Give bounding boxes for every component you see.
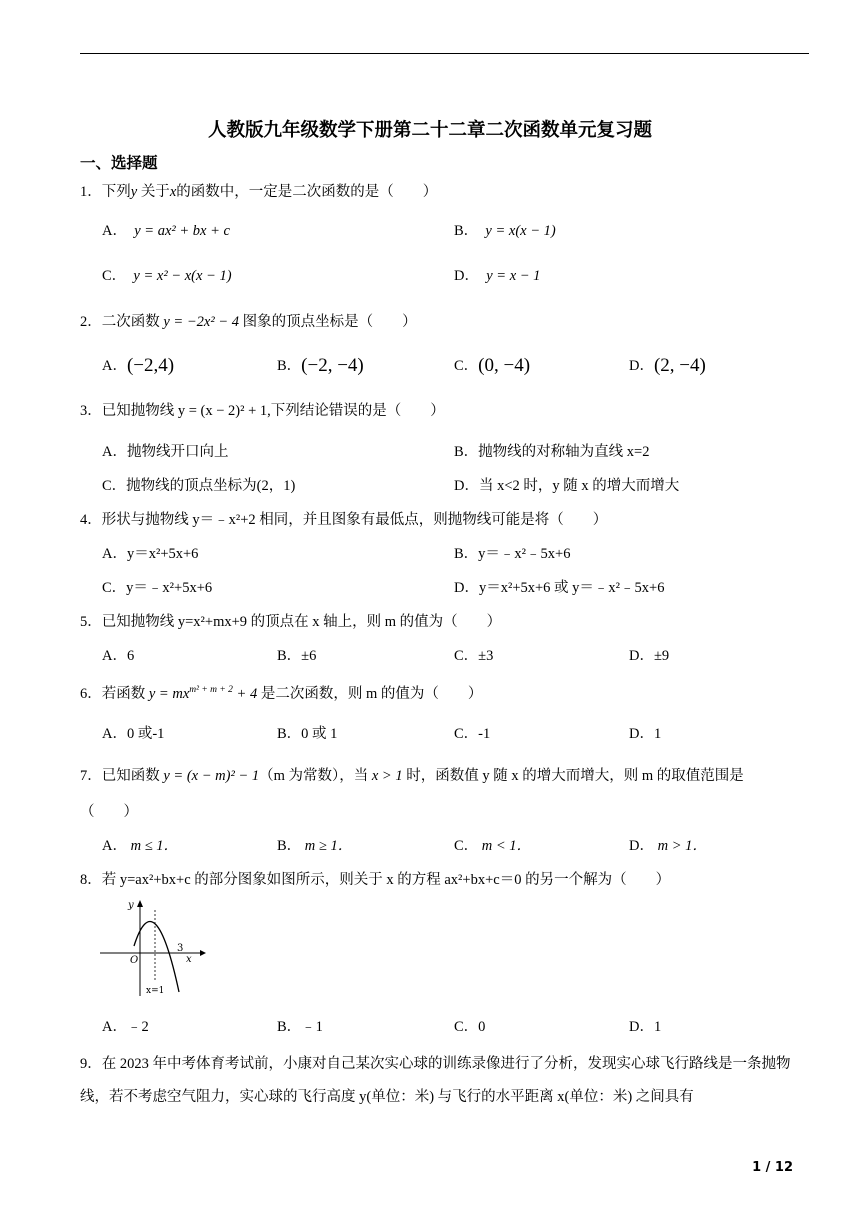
page-number: 1 / 12	[752, 1160, 793, 1175]
q8-option-c: C．0	[454, 1019, 486, 1035]
question-5: 5．已知抛物线 y=x²+mx+9 的顶点在 x 轴上，则 m 的值为（ ）	[80, 614, 502, 630]
header-rule	[80, 53, 809, 54]
q8-option-d: D．1	[629, 1019, 662, 1035]
q4-option-d: D．y＝x²+5x+6 或 y＝﹣x²﹣5x+6	[454, 580, 665, 596]
q5-option-d: D．±9	[629, 648, 670, 664]
q4-option-c: C．y＝﹣x²+5x+6	[102, 580, 213, 596]
q2-option-b: B．(−2, −4)	[277, 355, 364, 376]
question-6: 6．若函数 $y = mx^{m^2 + m + 2} + 4$ 是二次函数，则 m 的值为（ ）	[80, 685, 483, 702]
q8-option-b: B．﹣1	[277, 1019, 323, 1035]
q1-option-d: D． y = x − 1	[454, 268, 541, 284]
question-8: 8．若 y=ax²+bx+c 的部分图象如图所示，则关于 x 的方程 ax²+bx+c＝0 的另一个解为（ ）	[80, 872, 671, 888]
question-9: 9．在 2023 年中考体育考试前，小康对自己某次实心球的训练录像进行了分析，发现实心球飞行路线是一条抛物线，若不考虑空气阻力，实心球的飞行高度 y(单位：米) 与飞行的水平距离 x(单位：米) 之间具有	[80, 1056, 791, 1105]
q3-option-c: C．抛物线的顶点坐标为(2，1)	[102, 478, 296, 494]
q5-option-b: B．±6	[277, 648, 317, 664]
page-title: 人教版九年级数学下册第二十二章二次函数单元复习题	[207, 120, 652, 141]
q8-option-a: A．﹣2	[102, 1019, 149, 1035]
q5-option-c: C．±3	[454, 648, 494, 664]
question-7-paren: （ ）	[80, 804, 138, 820]
q6-option-b: B．0 或 1	[277, 726, 338, 742]
q1-option-a: A． y = ax² + bx + c	[102, 223, 230, 239]
q7-option-b: B． m ≥ 1．	[277, 838, 353, 854]
q7-option-d: D． m > 1．	[629, 838, 707, 854]
q6-option-c: C．-1	[454, 726, 491, 742]
question-3: 3．已知抛物线 y = (x − 2)² + 1,下列结论错误的是（ ）	[80, 403, 445, 419]
q2-option-a: A．(−2,4)	[102, 355, 175, 376]
parabola-graph	[98, 896, 208, 998]
graph-x-label: x	[186, 954, 192, 965]
q5-option-a: A．6	[102, 648, 135, 664]
q2-option-d: D．(2, −4)	[629, 355, 706, 376]
q2-option-c: C．(0, −4)	[454, 355, 531, 376]
q1-option-c: C． y = x² − x(x − 1)	[102, 268, 232, 284]
y-axis-arrow-icon	[137, 900, 143, 907]
q3-option-a: A．抛物线开口向上	[102, 444, 229, 460]
graph-root-label: 3	[177, 943, 184, 954]
q6-option-a: A．0 或-1	[102, 726, 165, 742]
q7-option-c: C． m < 1．	[454, 838, 532, 854]
section-heading: 一、选择题	[80, 154, 158, 172]
q7-option-a: A． m ≤ 1．	[102, 838, 179, 854]
x-axis-arrow-icon	[200, 950, 206, 956]
parabola-curve	[134, 922, 179, 992]
question-4: 4．形状与抛物线 y＝﹣x²+2 相同，并且图象有最低点，则抛物线可能是将（ ）	[80, 512, 608, 528]
q6-option-d: D．1	[629, 726, 662, 742]
question-2: 2．二次函数 y = −2x² − 4 图象的顶点坐标是（ ）	[80, 314, 417, 330]
graph-origin-label: O	[130, 955, 139, 966]
graph-y-label: y	[128, 900, 134, 911]
question-1: 1．下列y 关于x的函数中，一定是二次函数的是（ ）	[80, 184, 438, 200]
q4-option-a: A．y＝x²+5x+6	[102, 546, 199, 562]
question-7: 7．已知函数 y = (x − m)² − 1（m 为常数），当 x > 1 时，函数值 y 随 x 的增大而增大，则 m 的取值范围是	[80, 768, 744, 784]
q3-option-b: B．抛物线的对称轴为直线 x=2	[454, 444, 650, 460]
q1-option-b: B． y = x(x − 1)	[454, 223, 556, 239]
q3-option-d: D．当 x<2 时，y 随 x 的增大而增大	[454, 478, 680, 494]
graph-symmetry-label: x=1	[146, 986, 165, 996]
q4-option-b: B．y＝﹣x²﹣5x+6	[454, 546, 571, 562]
